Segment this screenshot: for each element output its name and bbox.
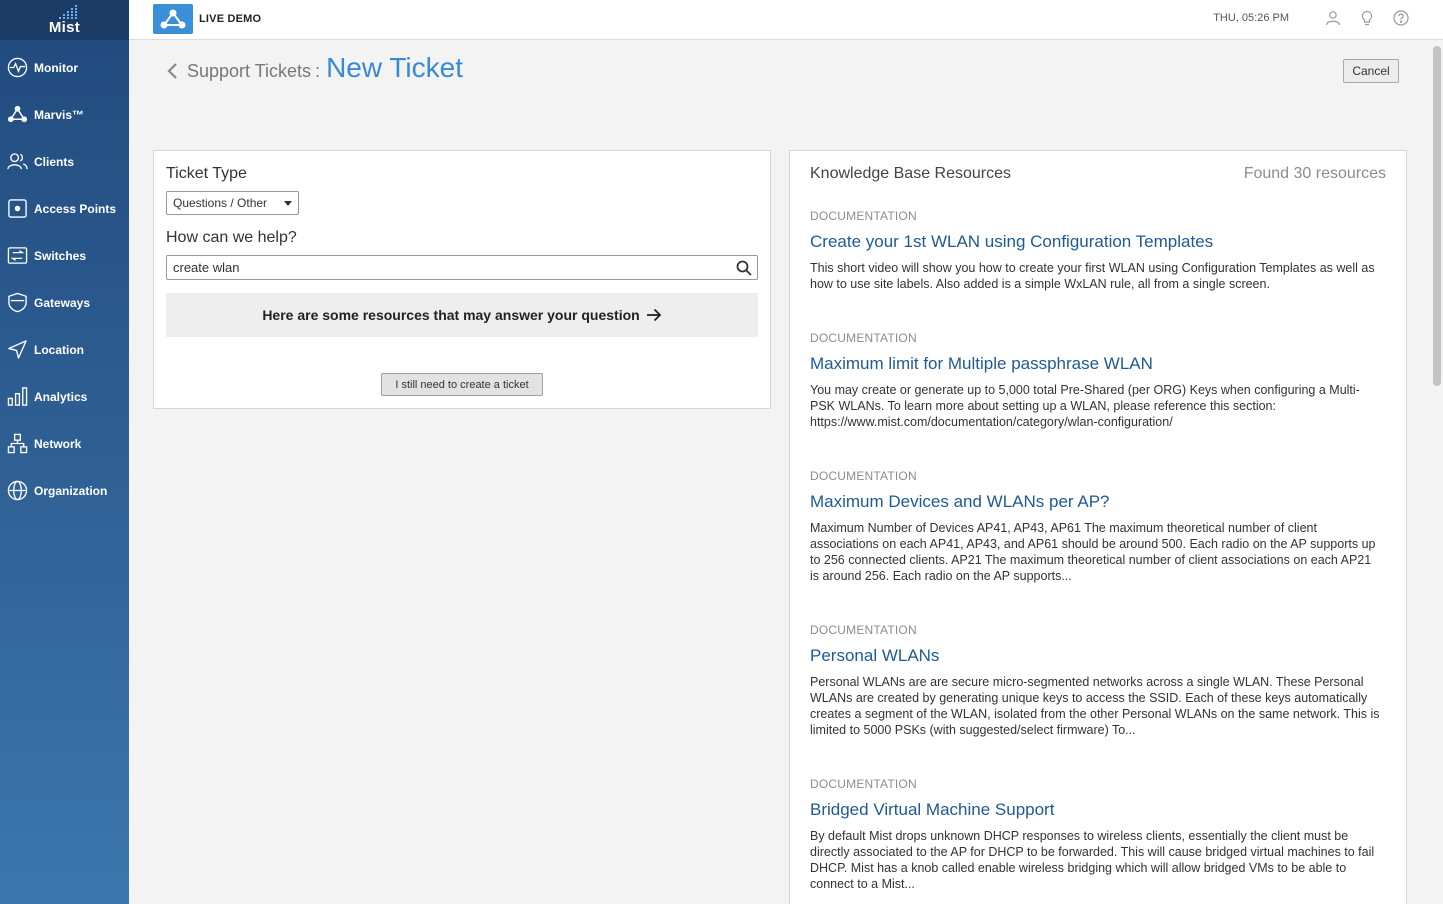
arrow-right-icon bbox=[646, 308, 662, 322]
organization-icon bbox=[7, 480, 28, 501]
live-demo-label: LIVE DEMO bbox=[199, 13, 262, 25]
access-point-icon bbox=[7, 198, 28, 219]
kb-item-description: You may create or generate up to 5,000 total Pre-Shared (per ORG) Keys when configuring a Multi-PSK WLANs. To learn more about setting up a WLAN, please reference this section: https://www.mist.com/documentation/category/wlan-configuration/ bbox=[810, 383, 1360, 429]
sidebar-item-marvis[interactable] bbox=[0, 91, 129, 138]
kb-item-link[interactable]: Maximum limit for Multiple passphrase WLAN bbox=[810, 354, 1153, 373]
sidebar-item-location[interactable] bbox=[0, 326, 129, 373]
sidebar-item-label: Gateways bbox=[34, 295, 91, 310]
user-icon[interactable] bbox=[1325, 10, 1341, 26]
sidebar-item-label: Location bbox=[34, 342, 84, 357]
sidebar-item-label: Analytics bbox=[34, 389, 88, 404]
kb-item-category: DOCUMENTATION bbox=[810, 209, 917, 223]
kb-item-category: DOCUMENTATION bbox=[810, 469, 917, 483]
kb-item bbox=[810, 331, 1380, 430]
sidebar-item-label: Marvis™ bbox=[34, 107, 85, 122]
sidebar-item-label: Access Points bbox=[34, 201, 117, 216]
caret-down-icon bbox=[284, 201, 292, 206]
mist-logo[interactable] bbox=[0, 0, 129, 40]
monitor-icon bbox=[7, 57, 28, 78]
knowledge-base-panel bbox=[789, 150, 1407, 904]
page-scrollbar-thumb[interactable] bbox=[1433, 46, 1441, 386]
page-title: New Ticket bbox=[326, 52, 464, 83]
sidebar-item-analytics[interactable] bbox=[0, 373, 129, 420]
kb-item bbox=[810, 777, 1380, 892]
ticket-type-heading: Ticket Type bbox=[166, 165, 247, 182]
network-icon bbox=[7, 433, 28, 454]
kb-item-description: By default Mist drops unknown DHCP responses to wireless clients, essentially the client must be directly associated to the AP for DHCP to be forwarded. This will cause bridged virtual machines to fail DHCP. Mist has a knob called enable wireless bridging which will allow bridged VMs to be able to connect to a Mist... bbox=[810, 829, 1375, 891]
sidebar-item-clients[interactable] bbox=[0, 138, 129, 185]
kb-item-category: DOCUMENTATION bbox=[810, 623, 917, 637]
cancel-button[interactable]: Cancel bbox=[1343, 59, 1399, 83]
resources-banner-text: Here are some resources that may answer your question bbox=[262, 307, 640, 323]
kb-item-link[interactable]: Create your 1st WLAN using Configuration Templates bbox=[810, 232, 1214, 251]
location-icon bbox=[7, 339, 28, 360]
sidebar-item-access-points[interactable] bbox=[0, 185, 129, 232]
gateway-icon bbox=[7, 292, 28, 313]
kb-item-category: DOCUMENTATION bbox=[810, 777, 917, 791]
kb-item-link[interactable]: Personal WLANs bbox=[810, 646, 940, 665]
sidebar-item-label: Clients bbox=[34, 154, 75, 169]
ticket-type-value: Questions / Other bbox=[173, 196, 268, 210]
breadcrumb-separator: : bbox=[315, 61, 321, 81]
clients-icon bbox=[7, 151, 28, 172]
switch-icon bbox=[7, 245, 28, 266]
help-search-input[interactable] bbox=[167, 256, 727, 279]
ticket-form-panel bbox=[153, 150, 771, 409]
kb-item-link[interactable]: Maximum Devices and WLANs per AP? bbox=[810, 492, 1110, 511]
top-bar bbox=[129, 0, 1443, 40]
resources-banner bbox=[166, 293, 758, 337]
kb-item bbox=[810, 623, 1380, 738]
search-icon[interactable] bbox=[736, 260, 752, 276]
sidebar-item-organization[interactable] bbox=[0, 467, 129, 514]
sidebar-nav bbox=[0, 44, 129, 514]
logo-text: Mist bbox=[48, 19, 81, 36]
kb-item-description: Personal WLANs are are secure micro-segmented networks across a single WLAN. These Personal WLANs are created by generating unique keys to access the SSID. Each of these keys automatically creates a segment of the WLAN, isolated from the other Personal WLANs on the same network. This is limited to 5000 PSKs (with suggested/select firmware) To... bbox=[810, 675, 1380, 737]
kb-result-count: Found 30 resources bbox=[1243, 165, 1386, 182]
kb-item bbox=[810, 209, 1380, 292]
breadcrumb bbox=[166, 52, 463, 84]
sidebar-item-label: Organization bbox=[34, 483, 108, 498]
analytics-icon bbox=[7, 386, 28, 407]
sidebar-item-label: Switches bbox=[34, 248, 87, 263]
sidebar-item-label: Monitor bbox=[34, 60, 78, 75]
top-right-group bbox=[1213, 10, 1409, 26]
create-ticket-button[interactable]: I still need to create a ticket bbox=[381, 373, 543, 396]
kb-item bbox=[810, 469, 1380, 584]
kb-item-category: DOCUMENTATION bbox=[810, 331, 917, 345]
sidebar-item-gateways[interactable] bbox=[0, 279, 129, 326]
kb-item-description: This short video will show you how to create your first WLAN using Configuration Templates as well as how to use site labels. Also added is a simple WxLAN rule, all from a single screen. bbox=[810, 261, 1375, 291]
kb-item-description: Maximum Number of Devices AP41, AP43, AP61 The maximum theoretical number of client associations on each AP41, AP43, and AP61 should be around 500. Each radio on the AP supports up to 256 connected clients. AP21 The maximum theoretical number of client associations on each AP21 is around 256. Each radio on the AP supports... bbox=[810, 521, 1376, 583]
sidebar-item-monitor[interactable] bbox=[0, 44, 129, 91]
help-search-box bbox=[166, 255, 758, 280]
kb-item-link[interactable]: Bridged Virtual Machine Support bbox=[810, 800, 1055, 819]
ticket-type-select[interactable] bbox=[166, 191, 299, 215]
sidebar-item-switches[interactable] bbox=[0, 232, 129, 279]
back-chevron-icon[interactable] bbox=[166, 62, 180, 80]
clock: THU, 05:26 PM bbox=[1213, 12, 1289, 24]
help-heading: How can we help? bbox=[166, 229, 297, 246]
kb-title: Knowledge Base Resources bbox=[810, 165, 1012, 182]
live-demo-icon[interactable] bbox=[153, 4, 193, 34]
help-icon[interactable] bbox=[1393, 10, 1409, 26]
sidebar-item-label: Network bbox=[34, 436, 82, 451]
sidebar bbox=[0, 0, 129, 904]
sidebar-item-network[interactable] bbox=[0, 420, 129, 467]
logo-dots-icon bbox=[56, 5, 80, 25]
marvis-icon bbox=[7, 104, 28, 125]
lightbulb-icon[interactable] bbox=[1359, 10, 1375, 26]
breadcrumb-parent-link[interactable]: Support Tickets bbox=[187, 61, 312, 81]
